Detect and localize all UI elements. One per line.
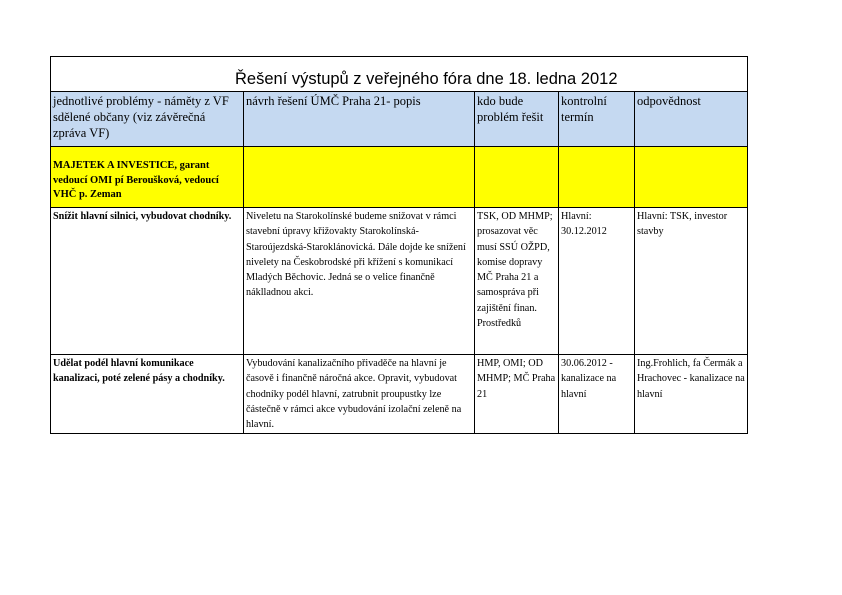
title-row <box>51 57 748 92</box>
table-row <box>51 208 748 355</box>
solutions-table <box>50 56 748 434</box>
section-empty-cell <box>635 147 748 208</box>
page-title: Řešení výstupů z veřejného fóra dne 18. ledna 2012 <box>235 70 618 88</box>
header-problems: jednotlivé problémy - náměty z VF sdělené občany (viz závěrečná zpráva VF) <box>51 92 244 147</box>
section-label-cell <box>51 147 244 208</box>
who-cell: TSK, OD MHMP; prosazovat věc musí SSÚ OŽPD, komise dopravy MČ Praha 21 a samospráva při zajištění finan. Prostředků <box>475 208 559 355</box>
section-row <box>51 147 748 208</box>
who-cell: HMP, OMI; OD MHMP; MČ Praha 21 <box>475 355 559 434</box>
section-label: MAJETEK A INVESTICE, garant vedoucí OMI pí Beroušková, vedoucí VHČ p. Zeman <box>53 160 219 201</box>
solution-cell: Vybudování kanalizačního přivaděče na hlavní je časově i finančně náročná akce. Opravit, vybudovat chodníky podél hlavní, zatrubnit proupustky lze částečně v rámci akce vybudování izolační zeleně na hlavní. <box>244 355 475 434</box>
deadline-cell: 30.06.2012 - kanalizace na hlavní <box>559 355 635 434</box>
responsibility-cell: Ing.Frohlich, fa Čermák a Hrachovec - kanalizace na hlavní <box>635 355 748 434</box>
section-empty-cell <box>244 147 475 208</box>
header-deadline: kontrolní termín <box>559 92 635 147</box>
responsibility-cell: Hlavní: TSK, investor stavby <box>635 208 748 355</box>
title-cell <box>51 57 748 92</box>
problem-cell: Snížit hlavní silnici, vybudovat chodníky. <box>51 208 244 355</box>
problem-cell: Udělat podél hlavní komunikace kanalizaci, poté zelené pásy a chodníky. <box>51 355 244 434</box>
table-row <box>51 355 748 434</box>
header-row <box>51 92 748 147</box>
deadline-cell: Hlavní: 30.12.2012 <box>559 208 635 355</box>
solution-cell: Niveletu na Starokolínské budeme snižovat v rámci stavební úpravy křižovakty Starokolínská-Staroújezdská-Staroklánovická. Dále dojde ke snížení nivelety na Českobrodské při křížení s komunikací Mladých Běchovic. Jedná se o velice finančně náklladnou akci. <box>244 208 475 355</box>
header-responsibility: odpovědnost <box>635 92 748 147</box>
header-solution: návrh řešení ÚMČ Praha 21- popis <box>244 92 475 147</box>
section-empty-cell <box>559 147 635 208</box>
section-empty-cell <box>475 147 559 208</box>
header-who: kdo bude problém řešit <box>475 92 559 147</box>
